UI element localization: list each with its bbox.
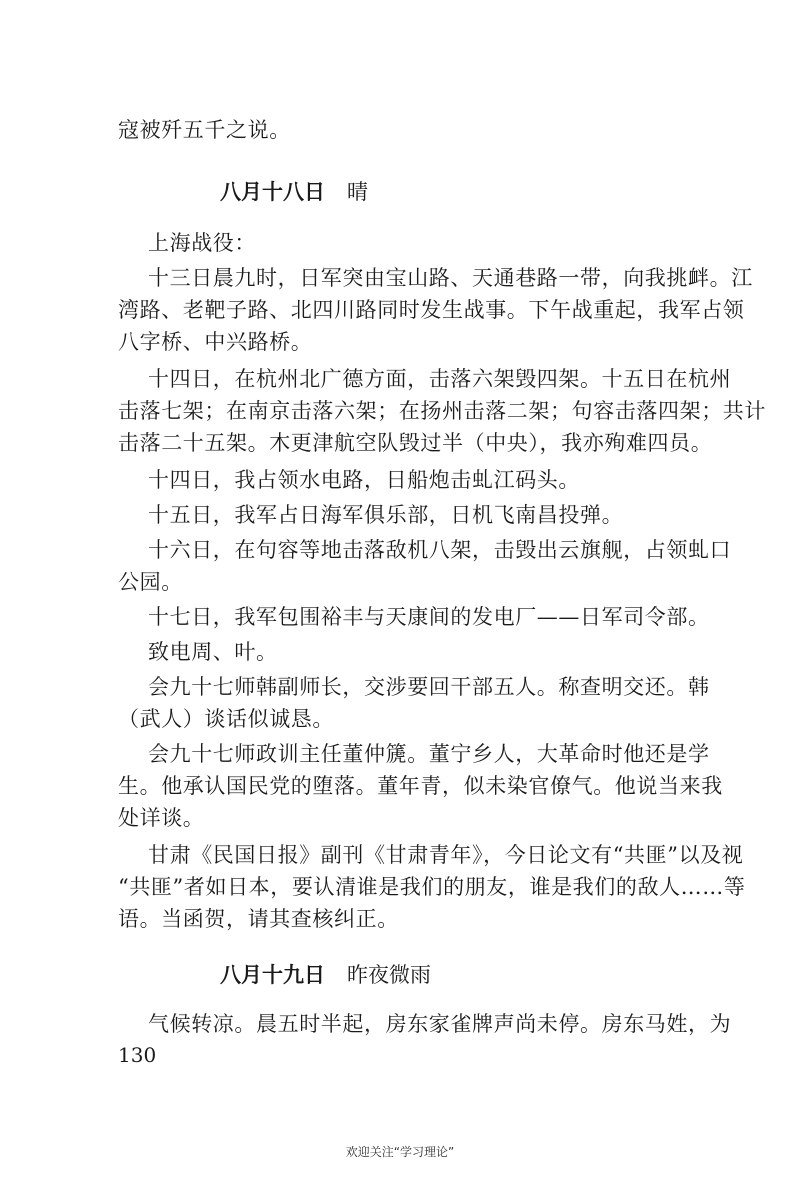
text-line: 生。他承认国民党的堕落。董年青，似未染官僚气。他说当来我 [118,774,723,798]
diary-entry-heading [220,961,431,989]
text-line: 十三日晨九时，日军突由宝山路、天通巷路一带，向我挑衅。江 [148,266,753,290]
text-line: 击落二十五架。木更津航空队毁过半（中央），我亦殉难四员。 [118,431,713,455]
text-line: 十七日，我军包围裕丰与天康间的发电厂——日军司令部。 [148,605,710,629]
text-line: 十四日，我占领水电路，日船炮击虬江码头。 [148,468,580,492]
text-line: 上海战役： [148,231,256,255]
page-number: 130 [118,1043,157,1067]
text-line: （武人）谈话似诚恳。 [118,707,334,731]
entry-weather: 晴 [347,180,368,204]
entry-date: 八月十八日 [220,180,325,204]
text-line: 会九十七师韩副师长，交涉要回干部五人。称查明交还。韩 [148,675,710,699]
text-line: 语。当函贺，请其查核纠正。 [118,907,399,931]
text-line: 甘肃《民国日报》副刊《甘肃青年》，今日论文有“共匪”以及视 [148,843,744,867]
text-line: 公园。 [118,570,183,594]
text-line: 八字桥、中兴路桥。 [118,330,313,354]
diary-entry-heading [220,178,368,206]
text-line: 十四日，在杭州北广德方面，击落六架毁四架。十五日在杭州 [148,367,732,391]
entry-date: 八月十九日 [220,963,325,987]
text-line: “共匪”者如日本，要认清谁是我们的朋友，谁是我们的敌人……等 [118,875,746,899]
text-line: 会九十七师政训主任董仲篪。董宁乡人，大革命时他还是学 [148,742,710,766]
text-line: 击落七架；在南京击落六架；在扬州击落二架；句容击落四架；共计 [118,399,766,423]
text-line: 十五日，我军占日海军俱乐部，日机飞南昌投弹。 [148,503,624,527]
text-line: 湾路、老靶子路、北四川路同时发生战事。下午战重起，我军占领 [118,298,745,322]
text-line: 寇被歼五千之说。 [118,118,291,142]
entry-weather: 昨夜微雨 [347,963,431,987]
text-line: 处详谈。 [118,806,205,830]
text-line: 致电周、叶。 [148,640,278,664]
footer-watermark: 欢迎关注“学习理论” [345,1145,455,1159]
text-line: 十六日，在句容等地击落敌机八架，击毁出云旗舰，占领虬口 [148,538,732,562]
text-line: 气候转凉。晨五时半起，房东家雀牌声尚未停。房东马姓，为 [148,1012,732,1036]
